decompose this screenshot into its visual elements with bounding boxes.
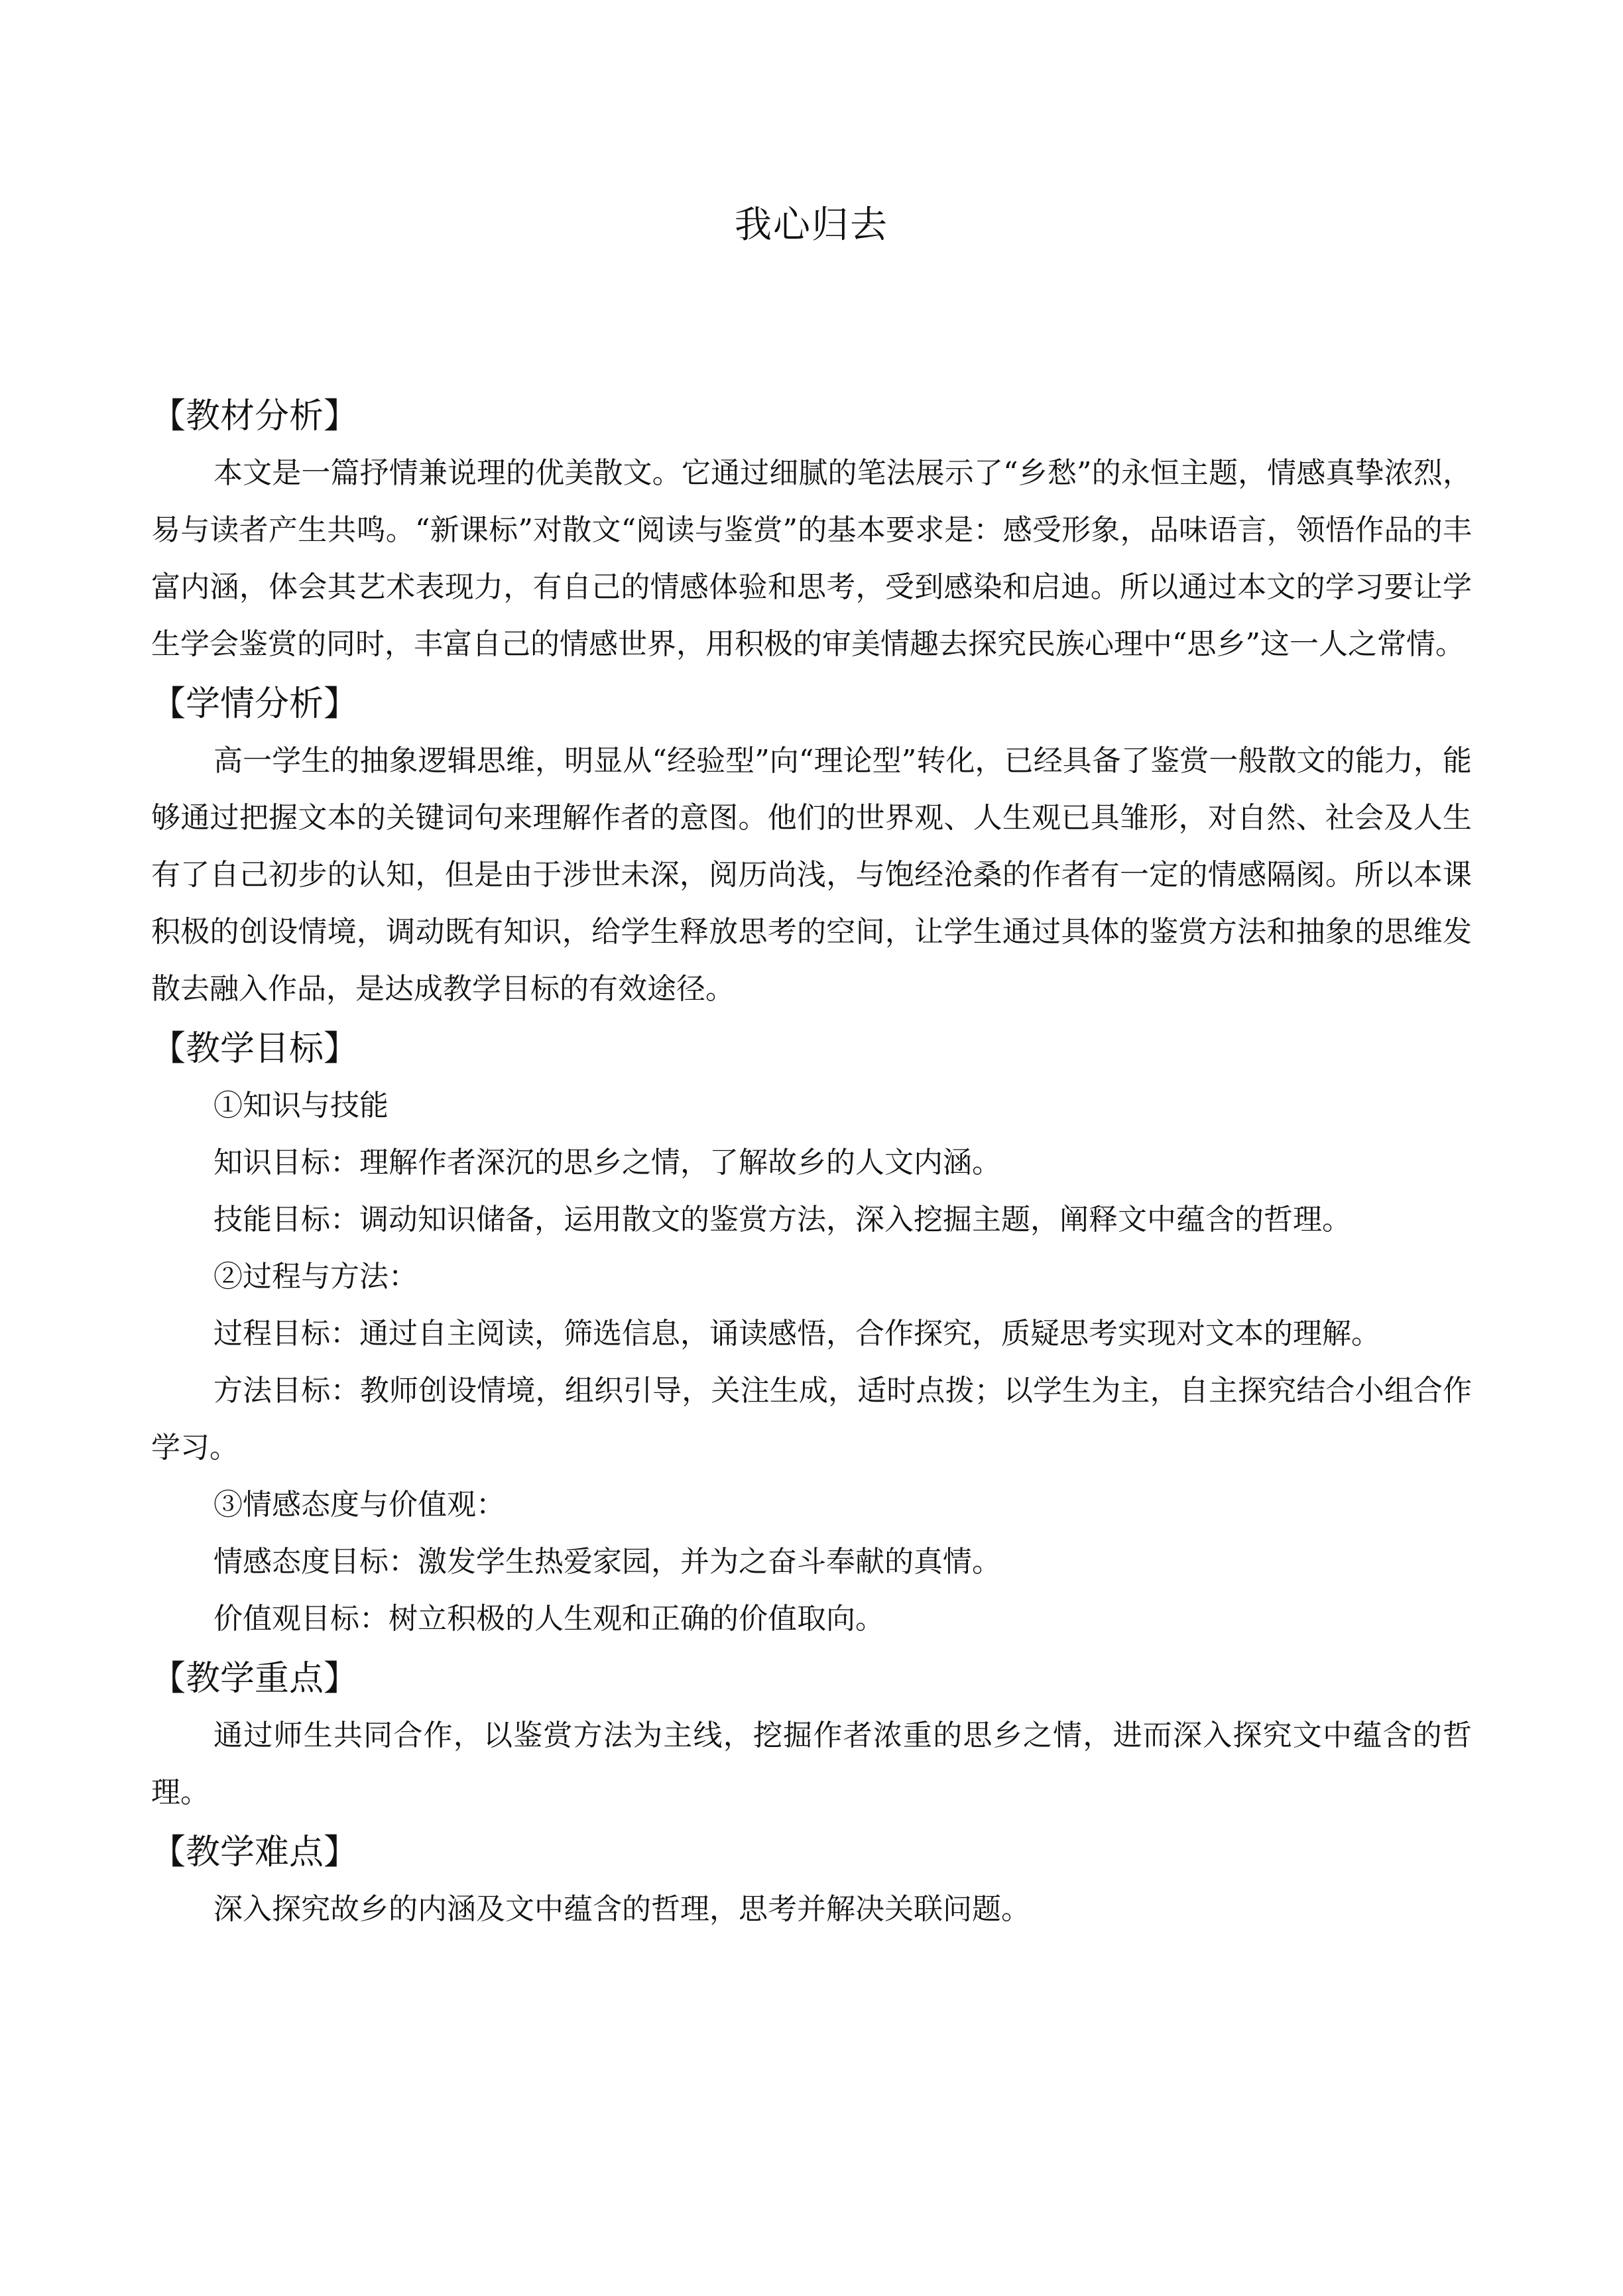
section-heading: 【教学目标】 [151, 1029, 359, 1069]
section-teaching-goals [151, 1020, 1472, 1648]
goal-item: 技能目标：调动知识储备，运用散文的鉴赏方法，深入挖掘主题，阐释文中蕴含的哲理。 [213, 1203, 1351, 1237]
section-paragraph: 通过师生共同合作，以鉴赏方法为主线，挖掘作者浓重的思乡之情，进而深入探究文中蕴含的哲理。 [151, 1719, 1472, 1809]
document-title: 我心归去 [735, 204, 888, 247]
section-heading: 【教材分析】 [151, 396, 359, 436]
section-material-analysis [151, 388, 1472, 673]
goal-item: 情感态度目标：激发学生热爱家园，并为之奋斗奉献的真情。 [213, 1545, 1001, 1579]
section-heading: 【学情分析】 [151, 684, 359, 724]
section-heading: 【教学重点】 [151, 1659, 359, 1699]
goal-item: ②过程与方法： [213, 1260, 418, 1294]
section-student-analysis [151, 676, 1472, 1018]
section-paragraph: 高一学生的抽象逻辑思维，明显从“经验型”向“理论型”转化，已经具备了鉴赏一般散文的能力，能够通过把握文本的关键词句来理解作者的意图。他们的世界观、人生观已具雏形，对自然、社会及人生有了自己初步的认知，但是由于涉世未深，阅历尚浅，与饱经沧桑的作者有一定的情感隔阂。所以本课积极的创设情境，调动既有知识，给学生释放思考的空间，让学生通过具体的鉴赏方法和抽象的思维发散去融入作品，是达成教学目标的有效途径。 [151, 744, 1472, 1006]
goal-item: 价值观目标：树立积极的人生观和正确的价值取向。 [213, 1602, 884, 1636]
section-paragraph: 本文是一篇抒情兼说理的优美散文。它通过细腻的笔法展示了“乡愁”的永恒主题，情感真挚浓烈，易与读者产生共鸣。“新课标”对散文“阅读与鉴赏”的基本要求是：感受形象，品味语言，领悟作品的丰富内涵，体会其艺术表现力，有自己的情感体验和思考，受到感染和启迪。所以通过本文的学习要让学生学会鉴赏的同时，丰富自己的情感世界，用积极的审美情趣去探究民族心理中“思乡”这一人之常情。 [151, 456, 1472, 661]
goal-item: ①知识与技能 [213, 1089, 389, 1122]
goal-item: 方法目标：教师创设情境，组织引导，关注生成，适时点拨；以学生为主，自主探究结合小组合作学习。 [151, 1374, 1472, 1465]
section-difficulties [151, 1824, 1472, 1938]
section-paragraph: 深入探究故乡的内涵及文中蕴含的哲理，思考并解决关联问题。 [213, 1892, 1030, 1926]
section-key-points [151, 1650, 1472, 1821]
goal-item: ③情感态度与价值观： [213, 1488, 505, 1522]
goal-item: 知识目标：理解作者深沉的思乡之情，了解故乡的人文内涵。 [213, 1146, 1001, 1179]
goal-item: 过程目标：通过自主阅读，筛选信息，诵读感悟，合作探究，质疑思考实现对文本的理解。 [213, 1317, 1380, 1351]
section-heading: 【教学难点】 [151, 1833, 359, 1872]
